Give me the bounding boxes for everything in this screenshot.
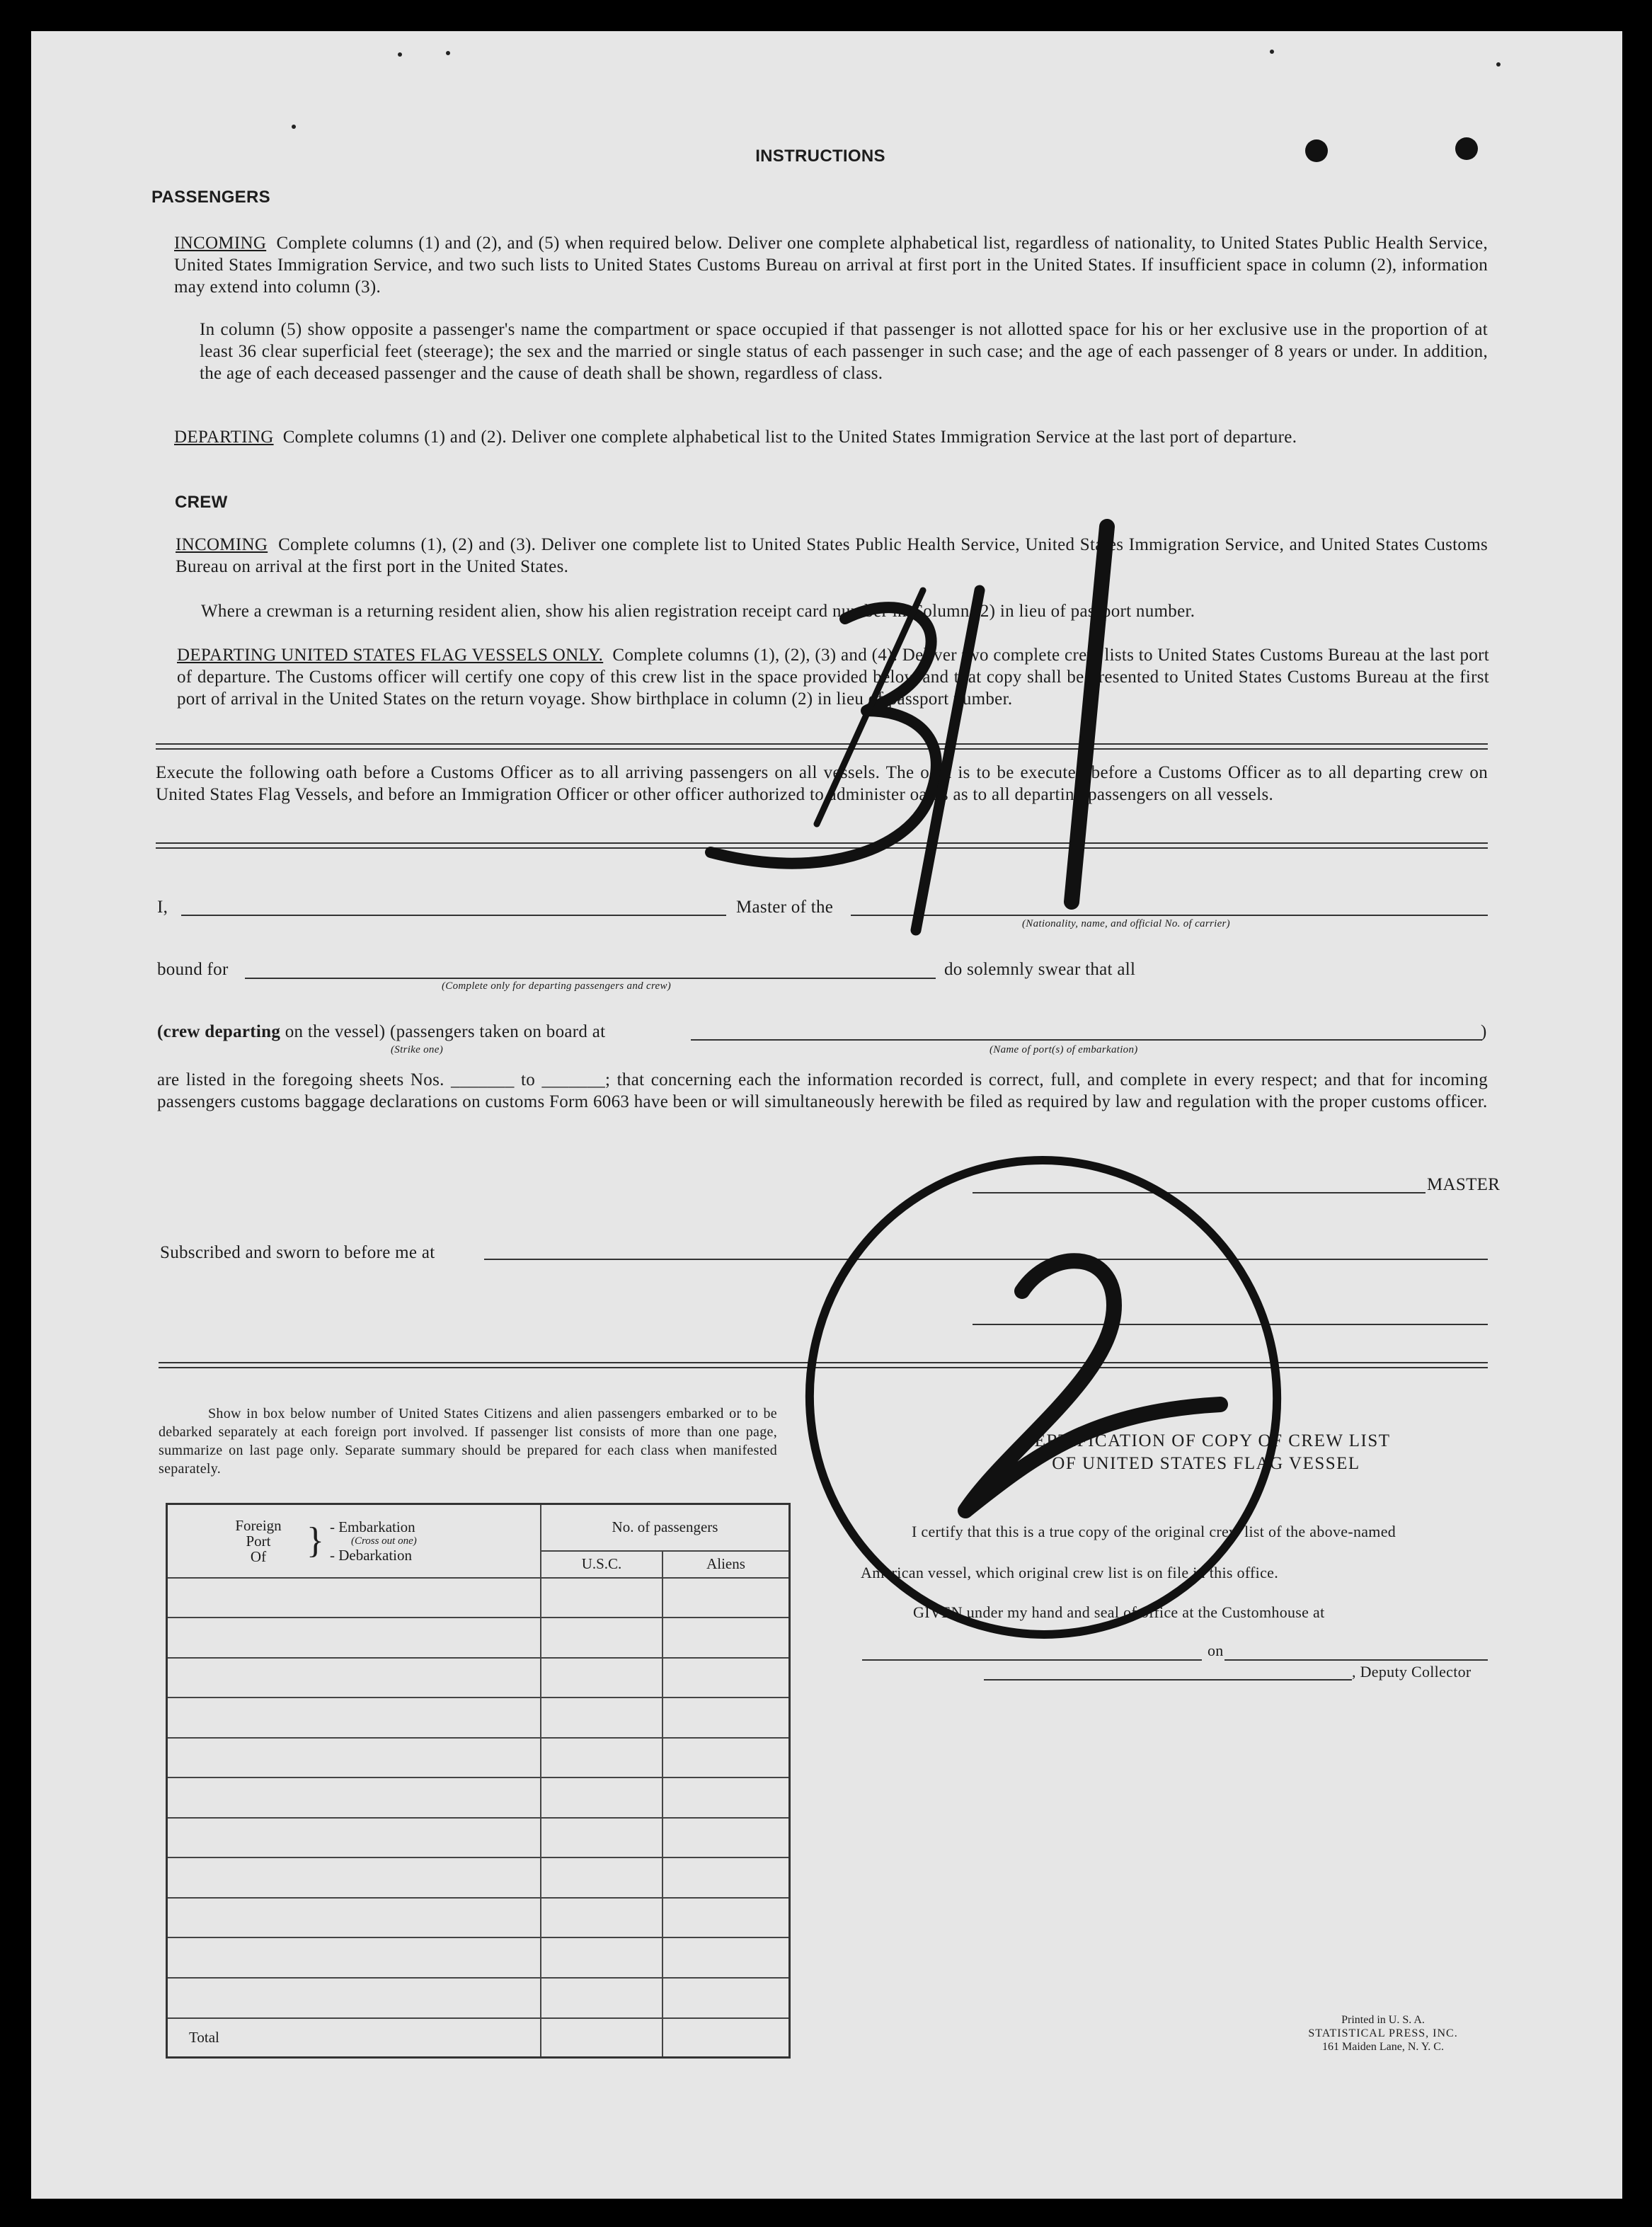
embarkation-option: - Embarkation	[329, 1518, 415, 1535]
certification-title-line2: OF UNITED STATES FLAG VESSEL	[1052, 1454, 1360, 1473]
cross-out-hint: (Cross out one)	[350, 1535, 417, 1547]
deputy-collector-label: , Deputy Collector	[1352, 1663, 1472, 1681]
handwritten-slash	[817, 590, 923, 824]
swear-text: do solemnly swear that all	[944, 960, 1136, 979]
crew-incoming-label: INCOMING	[176, 535, 268, 554]
bound-for-hint: (Complete only for departing passengers and crew)	[442, 980, 672, 992]
certification-on: on	[1208, 1642, 1224, 1659]
brace-glyph: }	[306, 1520, 324, 1561]
usc-header: U.S.C.	[541, 1551, 662, 1578]
certification-text1: I certify that this is a true copy of the original crew list of the above-named	[912, 1523, 1396, 1540]
handwritten-one-second	[1072, 527, 1107, 902]
crew-departing-label: DEPARTING UNITED STATES FLAG VESSELS ONLY.	[177, 646, 604, 665]
passengers-heading: PASSENGERS	[151, 188, 270, 207]
passengers-incoming-label: INCOMING	[174, 234, 267, 253]
of-label: Of	[250, 1547, 267, 1565]
certification-text2: American vessel, which original crew list is on file in this office.	[861, 1564, 1279, 1581]
carrier-hint: (Nationality, name, and official No. of carrier)	[1022, 918, 1230, 929]
handwritten-two	[965, 1261, 1220, 1511]
crew-departing-text: Complete columns (1), (2), (3) and (4). Deliver two complete crew lists to United States Customs Bureau at the last port of departure. The Customs officer will certify one copy of this crew list in the space provided below and that copy shall be presented to United States Customs Bureau at the first port of arrival in the United States on the return voyage. Show birthplace in column (2) in lieu of passport number.	[177, 646, 1489, 709]
oath-instruction: Execute the following oath before a Customs Officer as to all arriving passengers on all vessels. The oath is to be executed before a Customs Officer as to all departing crew on United States Flag Vessels, and before an Immigration Officer or other officer authorized to administer oaths as to all departing passengers on all vessels.	[156, 763, 1488, 804]
master-label: MASTER	[1427, 1175, 1501, 1194]
passengers-departing-text: Complete columns (1) and (2). Deliver one complete alphabetical list to the United States Immigration Service at the last port of departure.	[282, 428, 1297, 447]
passengers-departing-label: DEPARTING	[174, 428, 274, 447]
total-label: Total	[167, 2018, 541, 2058]
passengers-taken-option: (passengers taken on board at	[389, 1022, 606, 1041]
passengers-column5-paragraph: In column (5) show opposite a passenger's name the compartment or space occupied if that passenger is not allotted space for his or her exclusive use in the proportion of at least 36 clear superficial feet (steerage); the sex and the married or single status of each passenger in such case; and the age of each passenger of 8 years or under. In addition, the age of each deceased passenger and the cause of death shall be shown, regardless of class.	[200, 320, 1488, 383]
strike-one-hint: (Strike one)	[391, 1044, 443, 1055]
crew-incoming-text: Complete columns (1), (2) and (3). Deliver one complete list to United States Public Health Service, United States Immigration Service, and United States Customs Bureau on arrival at the first port in the United States.	[176, 535, 1488, 576]
foreign-label: Foreign	[235, 1516, 282, 1534]
crew-heading: CREW	[175, 493, 228, 512]
printer-line2: STATISTICAL PRESS, INC.	[1308, 2027, 1458, 2039]
printer-line3: 161 Maiden Lane, N. Y. C.	[1322, 2041, 1444, 2053]
page-title: INSTRUCTIONS	[755, 147, 885, 166]
master-of-label: Master of the	[736, 898, 834, 917]
printer-line1: Printed in U. S. A.	[1341, 2014, 1425, 2026]
handwritten-three	[711, 607, 936, 864]
document-page	[31, 31, 1622, 2199]
port-label: Port	[246, 1532, 271, 1550]
handwritten-circle	[779, 1130, 1308, 1664]
crew-departing-option: (crew departing	[157, 1022, 281, 1041]
passengers-incoming-text: Complete columns (1) and (2), and (5) when required below. Deliver one complete alphabetical list, regardless of nationality, to United States Public Health Service, United States Immigration Service, and two such lists to United States Customs Bureau on arrival at first port in the United States. If insufficient space in column (2), information may extend into column (3).	[174, 234, 1488, 297]
embarkation-hint: (Name of port(s) of embarkation)	[990, 1044, 1138, 1055]
aliens-header: Aliens	[662, 1551, 790, 1578]
certification-title-line1: CERTIFICATION OF COPY OF CREW LIST	[1021, 1431, 1391, 1450]
bound-for-label: bound for	[157, 960, 229, 979]
crew-resident-paragraph: Where a crewman is a returning resident alien, show his alien registration receipt card number in Column (2) in lieu of passport number.	[201, 602, 1195, 621]
summary-instruction: Show in box below number of United States Citizens and alien passengers embarked or to be debarked separately at each foreign port involved. If passenger list consists of more than one page, summarize on last page only. Separate summary should be prepared for each class when manifested separately.	[159, 1406, 777, 1477]
oath-i-label: I,	[157, 898, 168, 917]
oath-listed-paragraph: are listed in the foregoing sheets Nos. _______ to _______; that concerning each the information recorded is correct, full, and complete in every respect; and that for incoming passengers customs baggage declarations on customs Form 6063 have been or will simultaneously herewith be filed as required by law and regulation with the proper customs officer.	[157, 1070, 1488, 1111]
on-vessel-text: on the vessel)	[285, 1022, 386, 1041]
debarkation-option: - Debarkation	[329, 1546, 413, 1564]
handwriting-overlay	[31, 31, 1622, 2199]
no-passengers-header: No. of passengers	[541, 1504, 790, 1551]
subscribed-label: Subscribed and sworn to before me at	[160, 1243, 435, 1262]
close-paren: )	[1481, 1022, 1487, 1041]
handwritten-one-first	[916, 590, 980, 930]
certification-given: GIVEN under my hand and seal of office at the Customhouse at	[913, 1603, 1325, 1621]
